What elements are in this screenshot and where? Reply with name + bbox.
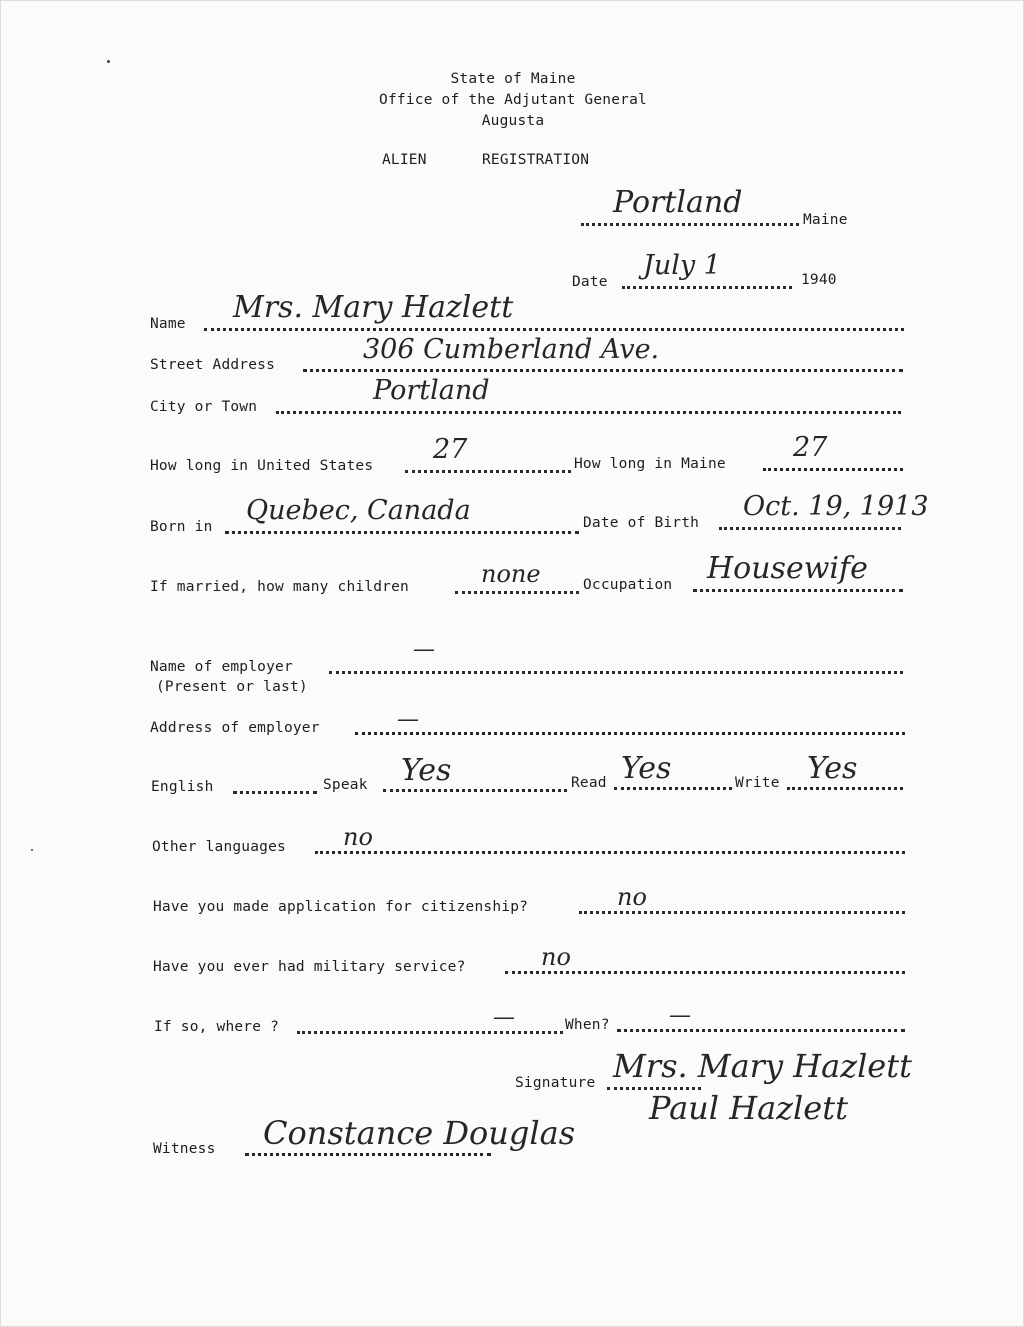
other-languages-value: no <box>343 823 373 851</box>
us-years-label: How long in United States <box>150 458 374 474</box>
city-value: Portland <box>373 375 490 406</box>
employer-sublabel: (Present or last) <box>156 679 308 695</box>
place-dots <box>581 223 799 226</box>
speak-value: Yes <box>401 753 452 788</box>
employer-address-value: — <box>397 707 419 732</box>
children-dots <box>455 591 579 594</box>
us-years-value: 27 <box>433 434 468 465</box>
other-languages-dots <box>315 851 905 854</box>
street-value: 306 Cumberland Ave. <box>363 334 660 365</box>
children-value: none <box>481 560 541 588</box>
military-label: Have you ever had military service? <box>153 959 466 975</box>
place-suffix: Maine <box>803 212 848 228</box>
write-value: Yes <box>807 751 858 786</box>
date-year: 1940 <box>801 272 837 288</box>
place-handwritten: Portland <box>613 185 743 220</box>
ink-speck <box>107 60 110 63</box>
maine-years-dots <box>763 468 903 471</box>
employer-dots <box>329 671 903 674</box>
witness-dots <box>245 1153 491 1156</box>
write-dots <box>787 787 903 790</box>
title-alien: ALIEN <box>382 152 427 168</box>
employer-address-label: Address of employer <box>150 720 320 736</box>
born-in-dots <box>225 531 579 534</box>
employer-value: — <box>413 637 435 662</box>
witness-label: Witness <box>153 1141 216 1157</box>
name-label: Name <box>150 316 186 332</box>
dob-dots <box>719 527 901 530</box>
born-in-value: Quebec, Canada <box>246 495 471 526</box>
citizenship-dots <box>579 911 905 914</box>
military-dots <box>505 971 905 974</box>
occupation-value: Housewife <box>707 551 868 586</box>
children-label: If married, how many children <box>150 579 409 595</box>
dob-label: Date of Birth <box>583 515 700 531</box>
occupation-label: Occupation <box>583 577 673 593</box>
read-value: Yes <box>621 751 672 786</box>
street-dots <box>303 369 903 372</box>
read-label: Read <box>571 775 607 791</box>
employer-address-dots <box>355 732 905 735</box>
signature-line-2: Paul Hazlett <box>649 1089 848 1127</box>
header-state: State of Maine <box>450 71 576 87</box>
dob-value: Oct. 19, 1913 <box>743 491 929 522</box>
citizenship-value: no <box>617 883 647 911</box>
city-dots <box>276 411 901 414</box>
english-label: English <box>151 779 214 795</box>
date-dots <box>622 286 792 289</box>
title-registration: REGISTRATION <box>482 152 590 168</box>
when-value: — <box>669 1003 691 1028</box>
ink-speck <box>31 849 33 851</box>
date-label: Date <box>572 274 608 290</box>
citizenship-label: Have you made application for citizenship? <box>153 899 529 915</box>
speak-label: Speak <box>323 777 368 793</box>
other-languages-label: Other languages <box>152 839 286 855</box>
read-dots <box>614 787 732 790</box>
city-label: City or Town <box>150 399 258 415</box>
name-dots <box>204 328 904 331</box>
us-years-dots <box>405 470 571 473</box>
born-in-label: Born in <box>150 519 213 535</box>
maine-years-label: How long in Maine <box>574 456 726 472</box>
english-dots <box>233 791 317 794</box>
when-dots <box>617 1029 905 1032</box>
witness-value: Constance Douglas <box>263 1114 576 1152</box>
header-office: Office of the Adjutant General <box>379 92 647 108</box>
name-value: Mrs. Mary Hazlett <box>233 290 514 325</box>
occupation-dots <box>693 589 903 592</box>
write-label: Write <box>735 775 780 791</box>
header-city: Augusta <box>481 113 545 129</box>
signature-line-1: Mrs. Mary Hazlett <box>613 1047 912 1085</box>
street-label: Street Address <box>150 357 276 373</box>
date-handwritten: July 1 <box>643 250 721 281</box>
maine-years-value: 27 <box>793 432 828 463</box>
when-label: When? <box>565 1017 610 1033</box>
where-value: — <box>493 1005 515 1030</box>
signature-label: Signature <box>515 1075 596 1091</box>
employer-label: Name of employer <box>150 659 293 675</box>
speak-dots <box>383 789 567 792</box>
where-label: If so, where ? <box>154 1019 280 1035</box>
military-value: no <box>541 943 571 971</box>
where-dots <box>297 1031 563 1034</box>
